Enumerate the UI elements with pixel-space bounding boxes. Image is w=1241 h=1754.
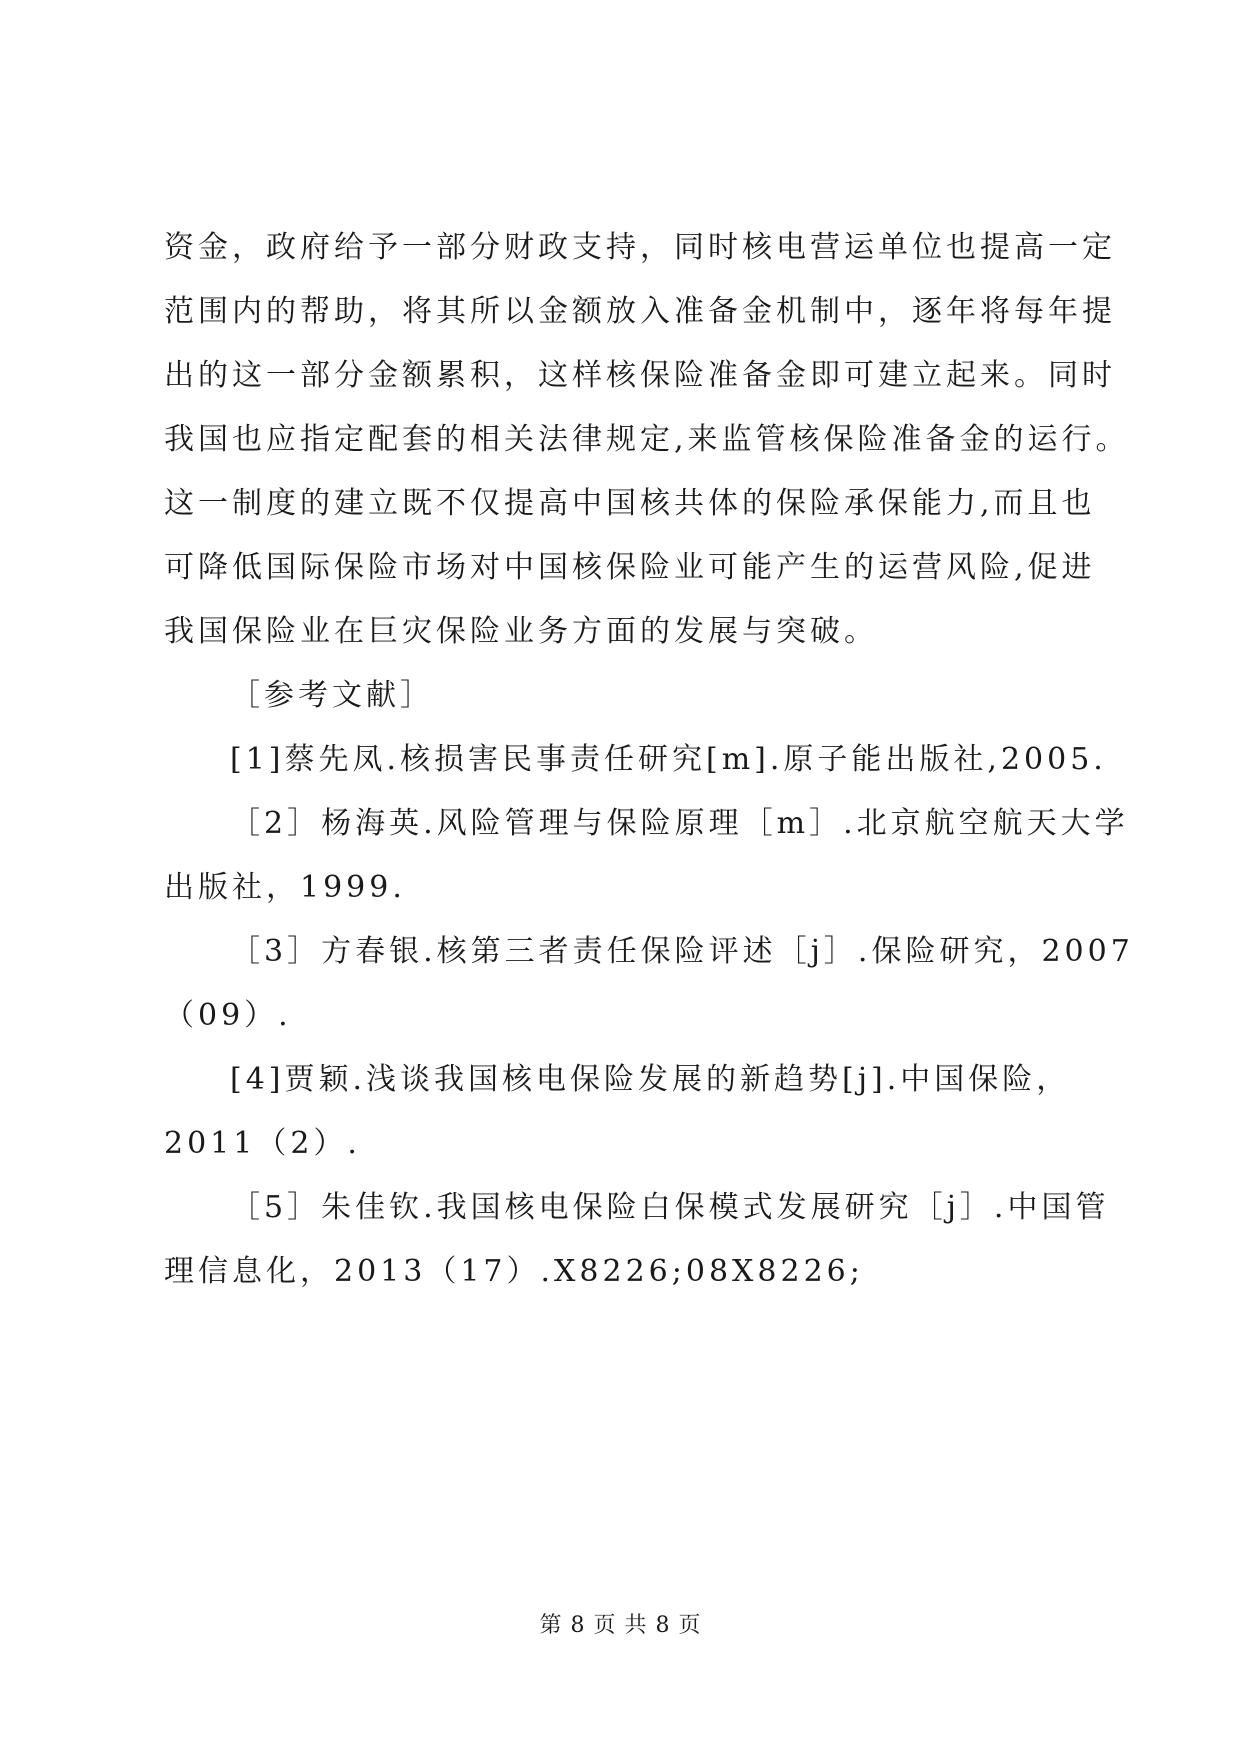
reference-entry [164, 1188, 1110, 1292]
paragraph-line: 我国保险业在巨灾保险业务方面的发展与突破。 [164, 614, 878, 649]
paragraph-line: 这一制度的建立既不仅提高中国核共体的保险承保能力,而且也 [164, 486, 1096, 521]
paragraph-line: 我国也应指定配套的相关法律规定,来监管核保险准备金的运行。 [164, 422, 1130, 457]
reference-line: ［3］方春银.核第三者责任保险评述［j］.保险研究，2007 [230, 934, 1134, 969]
reference-line: [1]蔡先凤.核损害民事责任研究[m].原子能出版社,2005. [230, 742, 1107, 777]
reference-line: （09）. [164, 998, 292, 1033]
reference-entry [164, 804, 1129, 908]
reference-entry [164, 932, 1134, 1036]
document-body [164, 228, 1134, 1316]
paragraph-line: 出的这一部分金额累积，这样核保险准备金即可建立起来。同时 [164, 358, 1116, 393]
reference-line: 2011（2）. [164, 1126, 361, 1161]
reference-line: ［2］杨海英.风险管理与保险原理［m］.北京航空航天大学 [230, 806, 1129, 841]
reference-line: 理信息化，2013（17）.X8226;08X8226; [164, 1254, 864, 1289]
paragraph-line: 范围内的帮助，将其所以金额放入准备金机制中，逐年将每年提 [164, 294, 1116, 329]
reference-line: 出版社，1999. [164, 870, 406, 905]
page-number-footer: 第 8 页 共 8 页 [539, 1613, 702, 1638]
reference-line: [4]贾颖.浅谈我国核电保险发展的新趋势[j].中国保险， [230, 1062, 1071, 1097]
reference-line: ［5］朱佳钦.我国核电保险白保模式发展研究［j］.中国管 [230, 1190, 1110, 1225]
reference-entry [164, 1060, 1080, 1164]
paragraph-line: 可降低国际保险市场对中国核保险业可能产生的运营风险,促进 [164, 550, 1096, 585]
paragraph-line: 资金，政府给予一部分财政支持，同时核电营运单位也提高一定 [164, 230, 1116, 265]
references-heading: ［参考文献］ [230, 678, 434, 713]
body-paragraph [164, 228, 1130, 652]
reference-entry [164, 740, 1107, 780]
